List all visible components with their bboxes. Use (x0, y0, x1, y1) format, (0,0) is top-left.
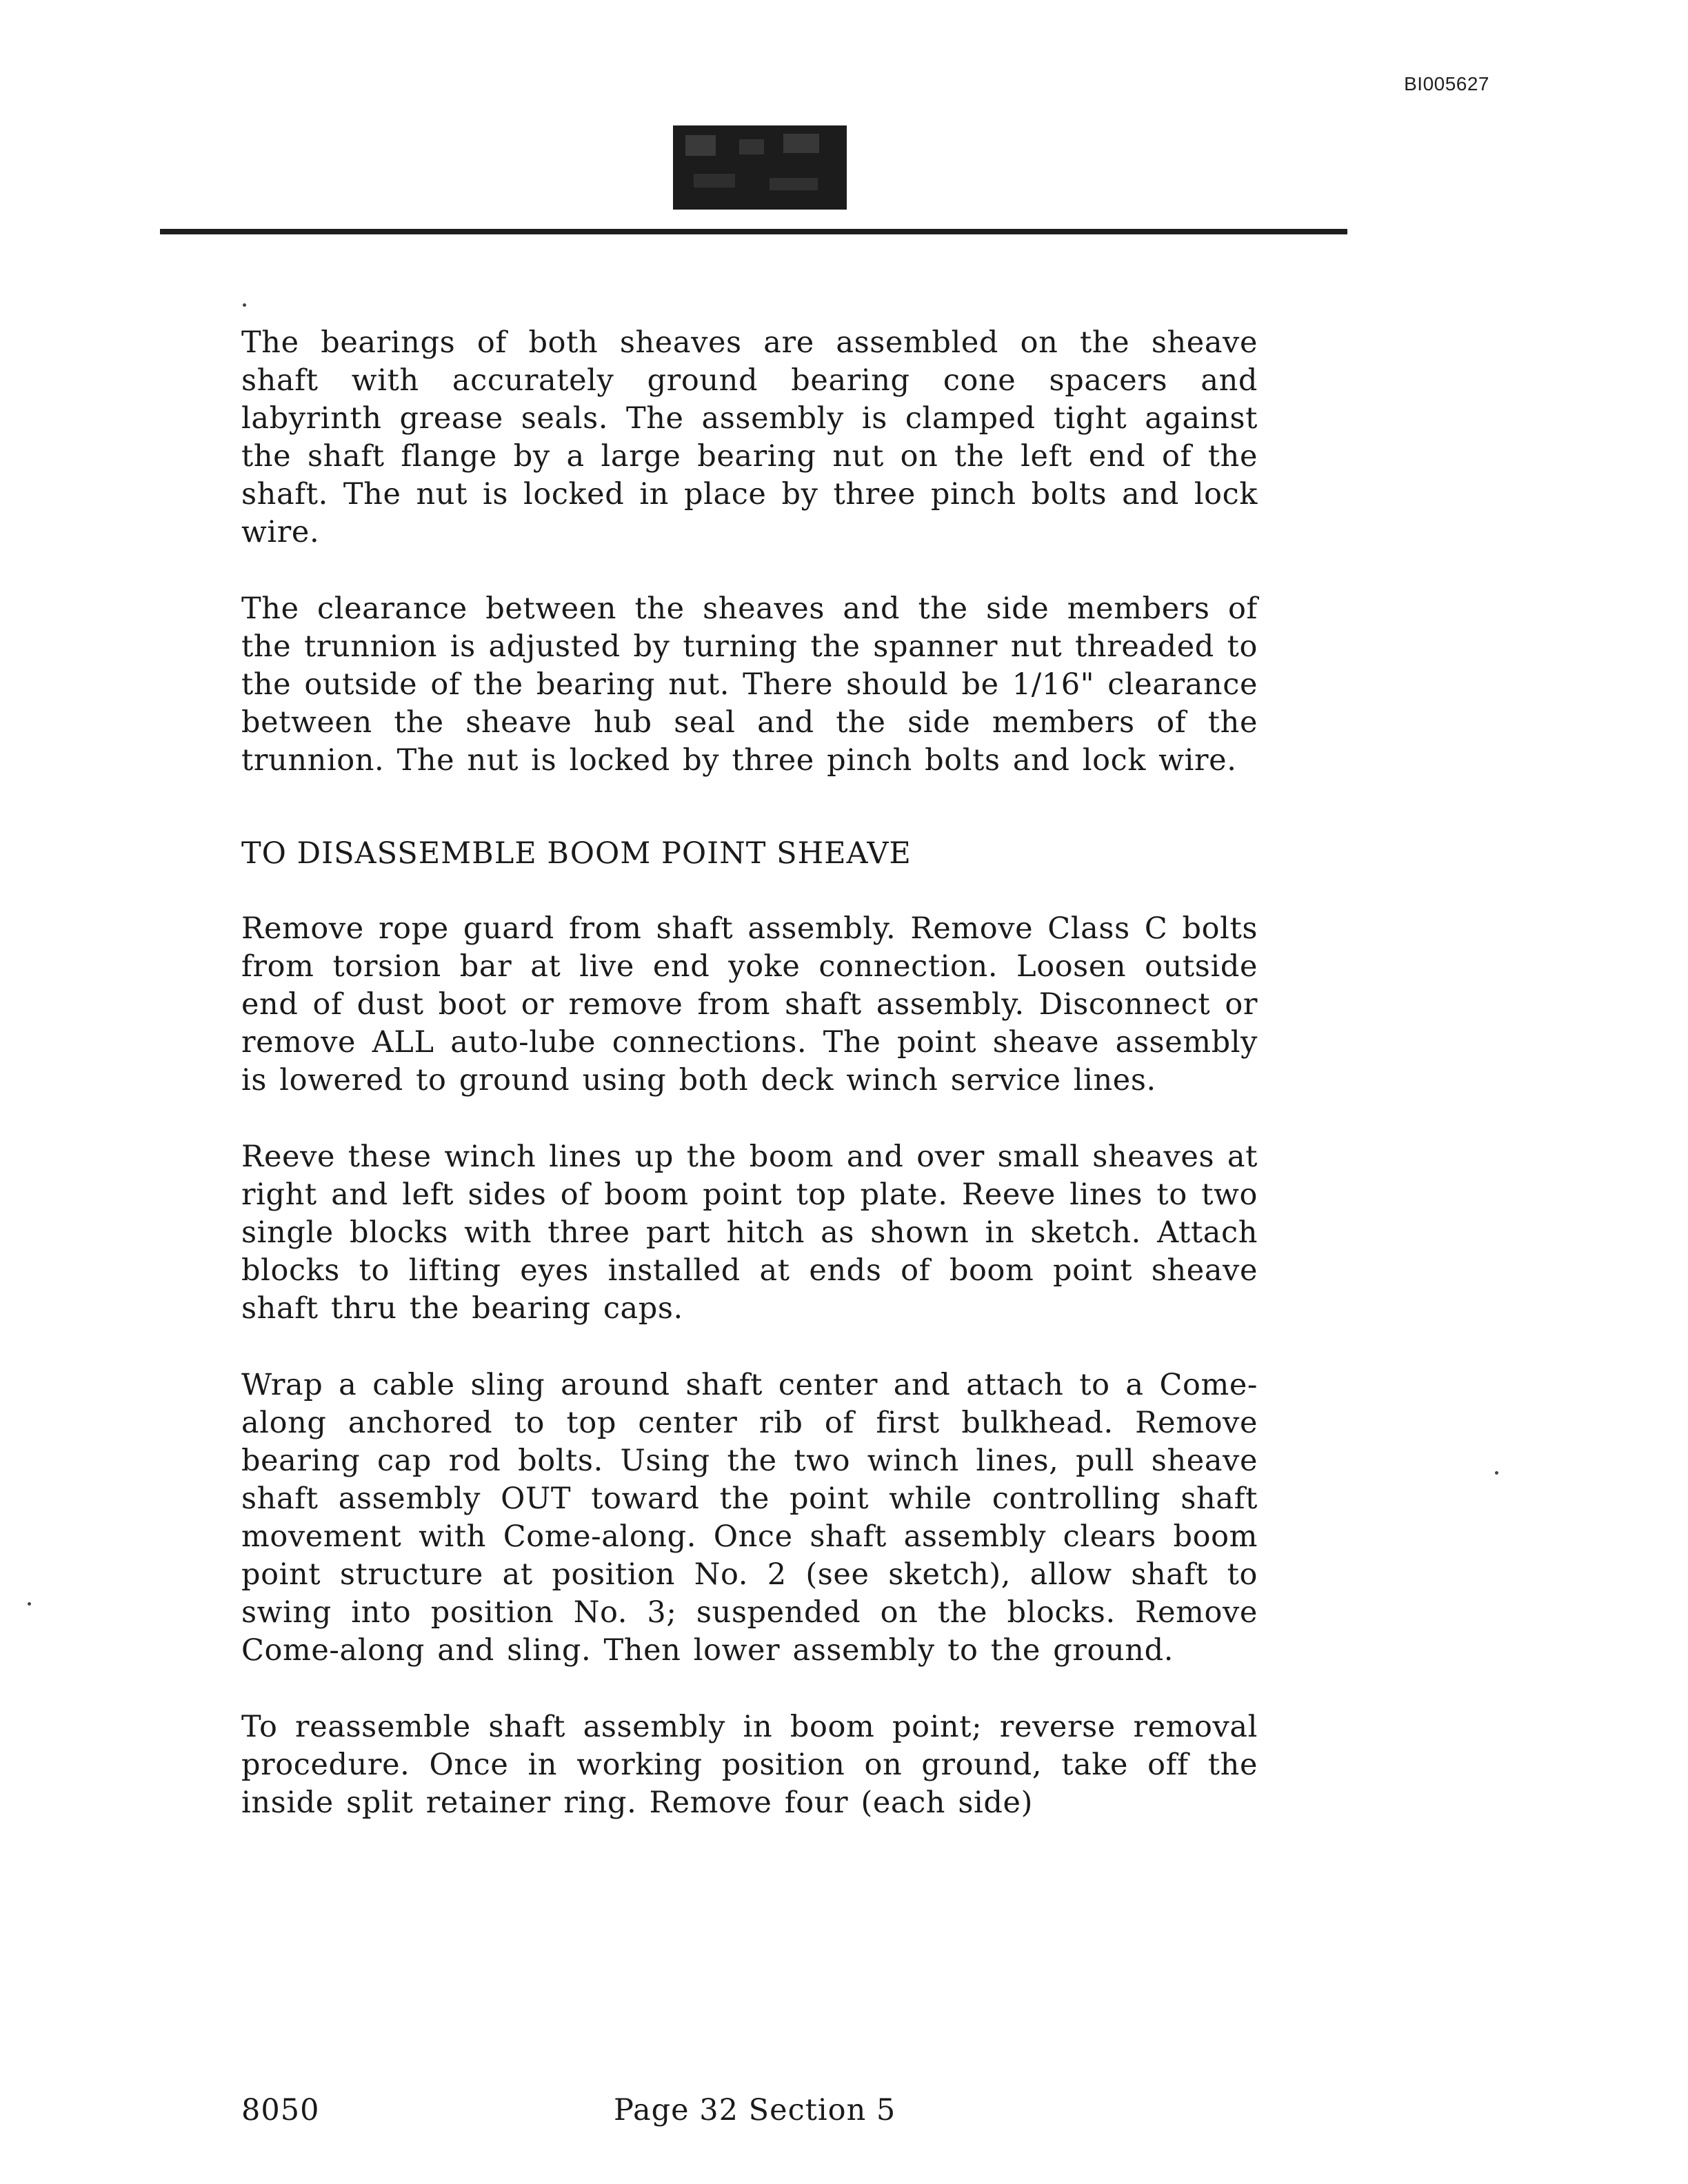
body-paragraph: Remove rope guard from shaft assembly. Remove Class C bolts from torsion bar at live end yoke connection. Loosen outside end of dust boot or remove from shaft assembly. Disconnect or remove ALL auto-lube connections. The point sheave assembly is lowered to ground using both deck winch service lines. (241, 911, 1258, 1098)
speck-mark (28, 1602, 31, 1606)
footer-page-label: Page 32 Section 5 (614, 2093, 896, 2127)
body-paragraph: Wrap a cable sling around shaft center and attach to a Come-along anchored to top center rib of first bulkhead. Remove bearing cap rod bolts. Using the two winch lines, pull sheave shaft assembly OUT toward the point while controlling shaft movement with Come-along. Once shaft assembly clears boom point structure at position No. 2 (see sketch), allow shaft to swing into position No. 3; suspended on the blocks. Remove Come-along and sling. Then lower assembly to the ground. (241, 1368, 1258, 1668)
logo (673, 125, 847, 210)
speck-mark (1495, 1471, 1498, 1475)
speck-mark (243, 303, 246, 307)
body-paragraph: To reassemble shaft assembly in boom point; reverse removal procedure. Once in working position on ground, take off the inside split retainer ring. Remove four (each side) (241, 1710, 1258, 1820)
page-body (241, 324, 1258, 1861)
logo-mark-icon (673, 125, 847, 210)
footer-code: 8050 (241, 2093, 320, 2127)
document-id: BI005627 (1404, 73, 1489, 94)
header-rule (160, 229, 1347, 234)
section-heading: TO DISASSEMBLE BOOM POINT SHEAVE (241, 836, 912, 871)
body-paragraph: The clearance between the sheaves and the side members of the trunnion is adjusted by turning the spanner nut threaded to the outside of the bearing nut. There should be 1/16" clearance between the sheave hub seal and the side members of the trunnion. The nut is locked by three pinch bolts and lock wire. (241, 592, 1258, 778)
body-paragraph: Reeve these winch lines up the boom and over small sheaves at right and left sides of boom point top plate. Reeve lines to two single blocks with three part hitch as shown in sketch. Attach blocks to lifting eyes installed at ends of boom point sheave shaft thru the bearing caps. (241, 1140, 1258, 1326)
body-paragraph: The bearings of both sheaves are assembled on the sheave shaft with accurately ground bearing cone spacers and labyrinth grease seals. The assembly is clamped tight against the shaft flange by a large bearing nut on the left end of the shaft. The nut is locked in place by three pinch bolts and lock wire. (241, 325, 1258, 549)
